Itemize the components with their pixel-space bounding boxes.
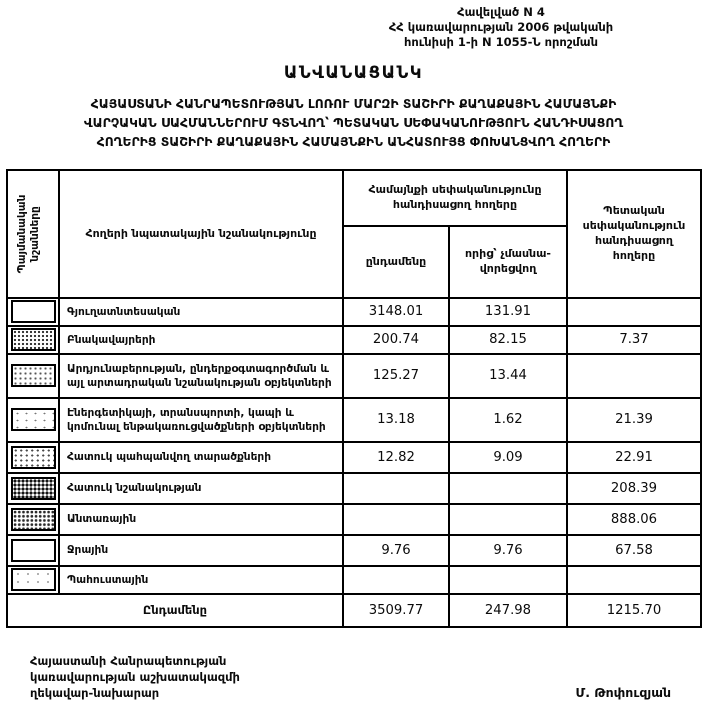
total-community-total-value: 3509.77 [343, 594, 449, 627]
signatory-title [30, 653, 240, 701]
table-row [7, 398, 701, 442]
state-value: 21.39 [567, 398, 701, 442]
land-category-label: Էներգետիկայի, տրանսպորտի, կապի և կոմունալ ենթակառուցվածքների օբյեկտների [59, 398, 343, 442]
community-total-value: 200.74 [343, 326, 449, 354]
annex-line-1: Հավելված N 4 [457, 5, 545, 19]
nonprivatized-value [449, 504, 567, 535]
community-total-value: 3148.01 [343, 298, 449, 326]
signature-block [30, 653, 671, 701]
legend-swatch-cell [7, 354, 59, 398]
legend-swatch [11, 446, 56, 469]
nonprivatized-value: 82.15 [449, 326, 567, 354]
table-row [7, 504, 701, 535]
legend-swatch-cell [7, 504, 59, 535]
nonprivatized-value [449, 473, 567, 504]
legend-swatch [11, 300, 56, 323]
legend-swatch [11, 364, 56, 387]
heading-line-2: ՎԱՐՉԱԿԱՆ ՍԱՀՄԱՆՆԵՐՈՒՄ ԳՏՆՎՈՂ՝ ՊԵՏԱԿԱՆ ՍԵՓԱԿԱՆՈՒԹՅՈՒՆ ՀԱՆԴԻՍԱՑՈՂ [83, 115, 624, 130]
state-value [567, 354, 701, 398]
land-category-label: Գյուղատնտեսական [59, 298, 343, 326]
land-category-label: Պահուստային [59, 566, 343, 594]
table-row [7, 535, 701, 566]
state-value: 22.91 [567, 442, 701, 473]
state-value: 67.58 [567, 535, 701, 566]
signatory-title-line-1: Հայաստանի Հանրապետության [30, 653, 227, 668]
state-value [567, 298, 701, 326]
column-header-community-nonprivatized: որից՝ չմասնա-վորեցվող [449, 226, 567, 298]
table-row [7, 354, 701, 398]
column-header-symbols [7, 170, 59, 298]
legend-swatch [11, 408, 56, 431]
heading-line-3: ՀՈՂԵՐԻՑ ՏԱՇԻՐԻ ՔԱՂԱՔԱՅԻՆ ՀԱՄԱՅՆՔԻՆ ԱՆՀԱՏՈՒՅՑ ՓՈԽԱՆՑՎՈՂ ՀՈՂԵՐԻ [96, 134, 611, 149]
state-value: 7.37 [567, 326, 701, 354]
legend-swatch [11, 568, 56, 591]
state-value: 208.39 [567, 473, 701, 504]
document-heading [0, 95, 707, 152]
table-total-row [7, 594, 701, 627]
community-total-value: 13.18 [343, 398, 449, 442]
community-total-value: 9.76 [343, 535, 449, 566]
legend-swatch-cell [7, 535, 59, 566]
total-row-label: Ընդամենը [7, 594, 343, 627]
signatory-name: Մ. Թոփուզյան [575, 685, 671, 701]
annex-reference-block [305, 5, 697, 50]
table-row [7, 442, 701, 473]
total-nonprivatized-value: 247.98 [449, 594, 567, 627]
table-row [7, 473, 701, 504]
legend-swatch [11, 477, 56, 500]
signatory-title-line-2: կառավարության աշխատակազմի [30, 670, 240, 685]
land-category-label: Անտառային [59, 504, 343, 535]
nonprivatized-value: 131.91 [449, 298, 567, 326]
legend-swatch-cell [7, 398, 59, 442]
community-total-value: 125.27 [343, 354, 449, 398]
community-total-value [343, 504, 449, 535]
column-header-community-total: ընդամենը [343, 226, 449, 298]
column-header-purpose: Հողերի նպատակային նշանակությունը [59, 170, 343, 298]
table-row [7, 326, 701, 354]
total-state-value: 1215.70 [567, 594, 701, 627]
land-category-label: Հատուկ պահպանվող տարածքների [59, 442, 343, 473]
land-parcels-table [6, 169, 702, 628]
legend-swatch-cell [7, 566, 59, 594]
table-row [7, 566, 701, 594]
signatory-title-line-3: ղեկավար-նախարար [30, 686, 160, 701]
land-category-label: Բնակավայրերի [59, 326, 343, 354]
community-total-value: 12.82 [343, 442, 449, 473]
state-value: 888.06 [567, 504, 701, 535]
legend-swatch-cell [7, 473, 59, 504]
legend-swatch [11, 328, 56, 351]
column-header-state: Պետական սեփականություն հանդիսացող հողերը [567, 170, 701, 298]
land-category-label: Արդյունաբերության, ընդերքօգտագործման և այլ արտադրական նշանակության օբյեկտների [59, 354, 343, 398]
community-total-value [343, 566, 449, 594]
page-title: ԱՆՎԱՆԱՑԱՆԿ [283, 62, 424, 82]
nonprivatized-value: 1.62 [449, 398, 567, 442]
column-header-symbols-label: Պայմանական նշանները [16, 194, 42, 274]
legend-swatch-cell [7, 298, 59, 326]
nonprivatized-value [449, 566, 567, 594]
legend-swatch-cell [7, 442, 59, 473]
annex-line-3: հունիսի 1-ի N 1055-Ն որոշման [404, 34, 598, 49]
table-row [7, 298, 701, 326]
legend-swatch-cell [7, 326, 59, 354]
community-total-value [343, 473, 449, 504]
column-header-community-group: Համայնքի սեփականությունը հանդիսացող հողերը [343, 170, 567, 226]
land-category-label: Հատուկ նշանակության [59, 473, 343, 504]
legend-swatch [11, 539, 56, 562]
annex-line-2: ՀՀ կառավարության 2006 թվականի [388, 19, 614, 34]
land-category-label: Ջրային [59, 535, 343, 566]
state-value [567, 566, 701, 594]
nonprivatized-value: 9.76 [449, 535, 567, 566]
nonprivatized-value: 13.44 [449, 354, 567, 398]
nonprivatized-value: 9.09 [449, 442, 567, 473]
legend-swatch [11, 508, 56, 531]
heading-line-1: ՀԱՅԱՍՏԱՆԻ ՀԱՆՐԱՊԵՏՈՒԹՅԱՆ ԼՈՌՈՒ ՄԱՐԶԻ ՏԱՇԻՐԻ ՔԱՂԱՔԱՅԻՆ ՀԱՄԱՅՆՔԻ [90, 96, 617, 111]
